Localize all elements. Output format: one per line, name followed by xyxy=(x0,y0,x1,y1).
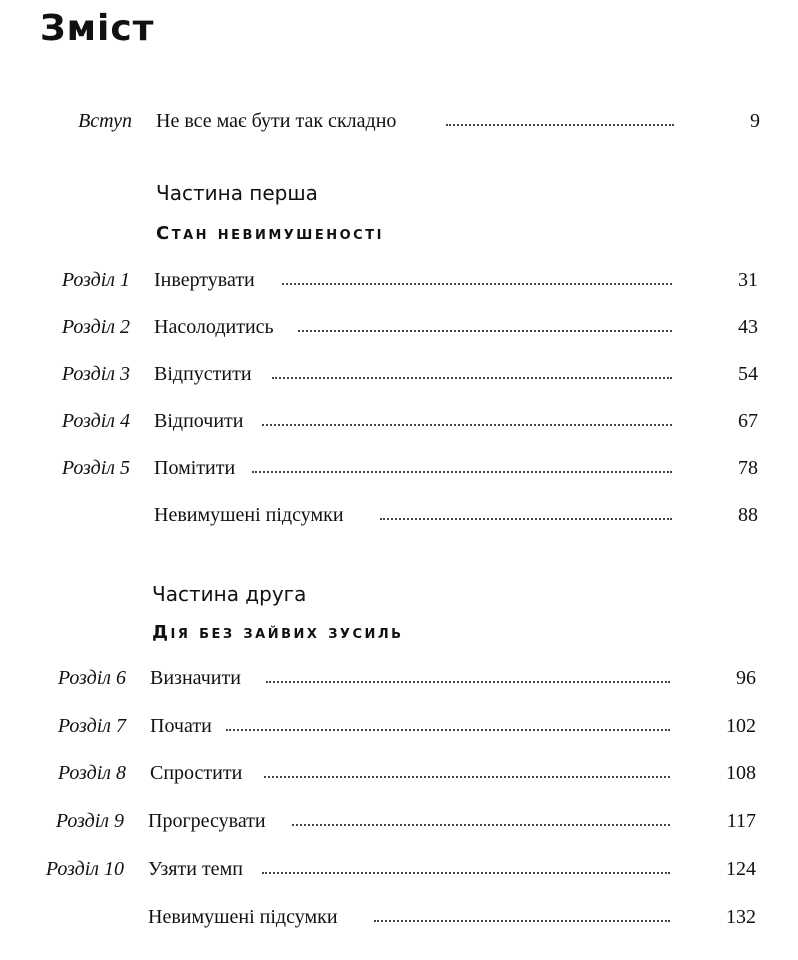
dot-leader xyxy=(292,824,670,826)
dot-leader xyxy=(262,424,672,426)
dot-leader xyxy=(252,471,672,473)
toc-row[interactable] xyxy=(0,457,798,487)
toc-row[interactable] xyxy=(0,316,798,346)
toc-row-label: Вступ xyxy=(78,110,132,132)
toc-row[interactable] xyxy=(0,504,798,534)
dot-leader xyxy=(446,124,674,126)
toc-row-title: Почати xyxy=(150,715,212,737)
toc-heading: Зміст xyxy=(40,8,155,49)
toc-row-title: Узяти темп xyxy=(148,858,243,880)
toc-row-label: Розділ 10 xyxy=(45,858,124,880)
toc-row-label: Розділ 9 xyxy=(55,810,124,832)
toc-row[interactable] xyxy=(0,858,798,888)
toc-row-title: Невимушені підсумки xyxy=(154,504,344,526)
toc-row[interactable] xyxy=(0,810,798,840)
part-label: Частина перша xyxy=(156,181,318,205)
toc-row-page: 31 xyxy=(738,269,758,291)
toc-row-page: 96 xyxy=(736,667,756,689)
dot-leader xyxy=(272,377,672,379)
dot-leader xyxy=(262,872,670,874)
toc-row[interactable] xyxy=(0,363,798,393)
toc-row-label: Розділ 7 xyxy=(57,715,126,737)
toc-row-title: Відпочити xyxy=(154,410,244,432)
dot-leader xyxy=(380,518,672,520)
toc-row-page: 102 xyxy=(726,715,756,737)
toc-row-label: Розділ 5 xyxy=(61,457,130,479)
toc-row[interactable] xyxy=(0,667,798,697)
part-title: Дія без зайвих зусиль xyxy=(152,622,404,643)
toc-row-page: 54 xyxy=(738,363,758,385)
toc-row[interactable] xyxy=(0,715,798,745)
toc-row-page: 124 xyxy=(726,858,756,880)
toc-row-page: 117 xyxy=(726,810,756,832)
toc-row-page: 88 xyxy=(738,504,758,526)
toc-row-page: 132 xyxy=(726,906,756,928)
dot-leader xyxy=(266,681,670,683)
toc-row-title: Відпустити xyxy=(154,363,252,385)
toc-row-label: Розділ 2 xyxy=(61,316,130,338)
toc-row-label: Розділ 4 xyxy=(61,410,130,432)
toc-row-title: Помітити xyxy=(154,457,236,479)
toc-row-title: Не все має бути так складно xyxy=(156,110,397,132)
toc-row-page: 78 xyxy=(738,457,758,479)
toc-row[interactable] xyxy=(0,906,798,936)
toc-row-title: Невимушені підсумки xyxy=(148,906,338,928)
toc-row-page: 9 xyxy=(750,110,760,132)
toc-row-page: 108 xyxy=(726,762,756,784)
dot-leader xyxy=(282,283,672,285)
dot-leader xyxy=(264,776,670,778)
part-title: Стан невимушеності xyxy=(156,223,384,244)
toc-row-title: Спростити xyxy=(150,762,243,784)
toc-row-title: Прогресувати xyxy=(148,810,266,832)
toc-row-intro[interactable] xyxy=(0,110,798,140)
dot-leader xyxy=(374,920,670,922)
toc-row-label: Розділ 6 xyxy=(57,667,126,689)
toc-row[interactable] xyxy=(0,269,798,299)
toc-row-page: 67 xyxy=(738,410,758,432)
toc-row[interactable] xyxy=(0,410,798,440)
toc-row-label: Розділ 3 xyxy=(61,363,130,385)
dot-leader xyxy=(226,729,670,731)
dot-leader xyxy=(298,330,672,332)
part-label: Частина друга xyxy=(152,582,307,606)
toc-row-page: 43 xyxy=(738,316,758,338)
toc-row-label: Розділ 1 xyxy=(61,269,130,291)
toc-row-label: Розділ 8 xyxy=(57,762,126,784)
toc-row-title: Визначити xyxy=(150,667,241,689)
toc-row-title: Насолодитись xyxy=(154,316,274,338)
toc-row[interactable] xyxy=(0,762,798,792)
toc-row-title: Інвертувати xyxy=(154,269,255,291)
